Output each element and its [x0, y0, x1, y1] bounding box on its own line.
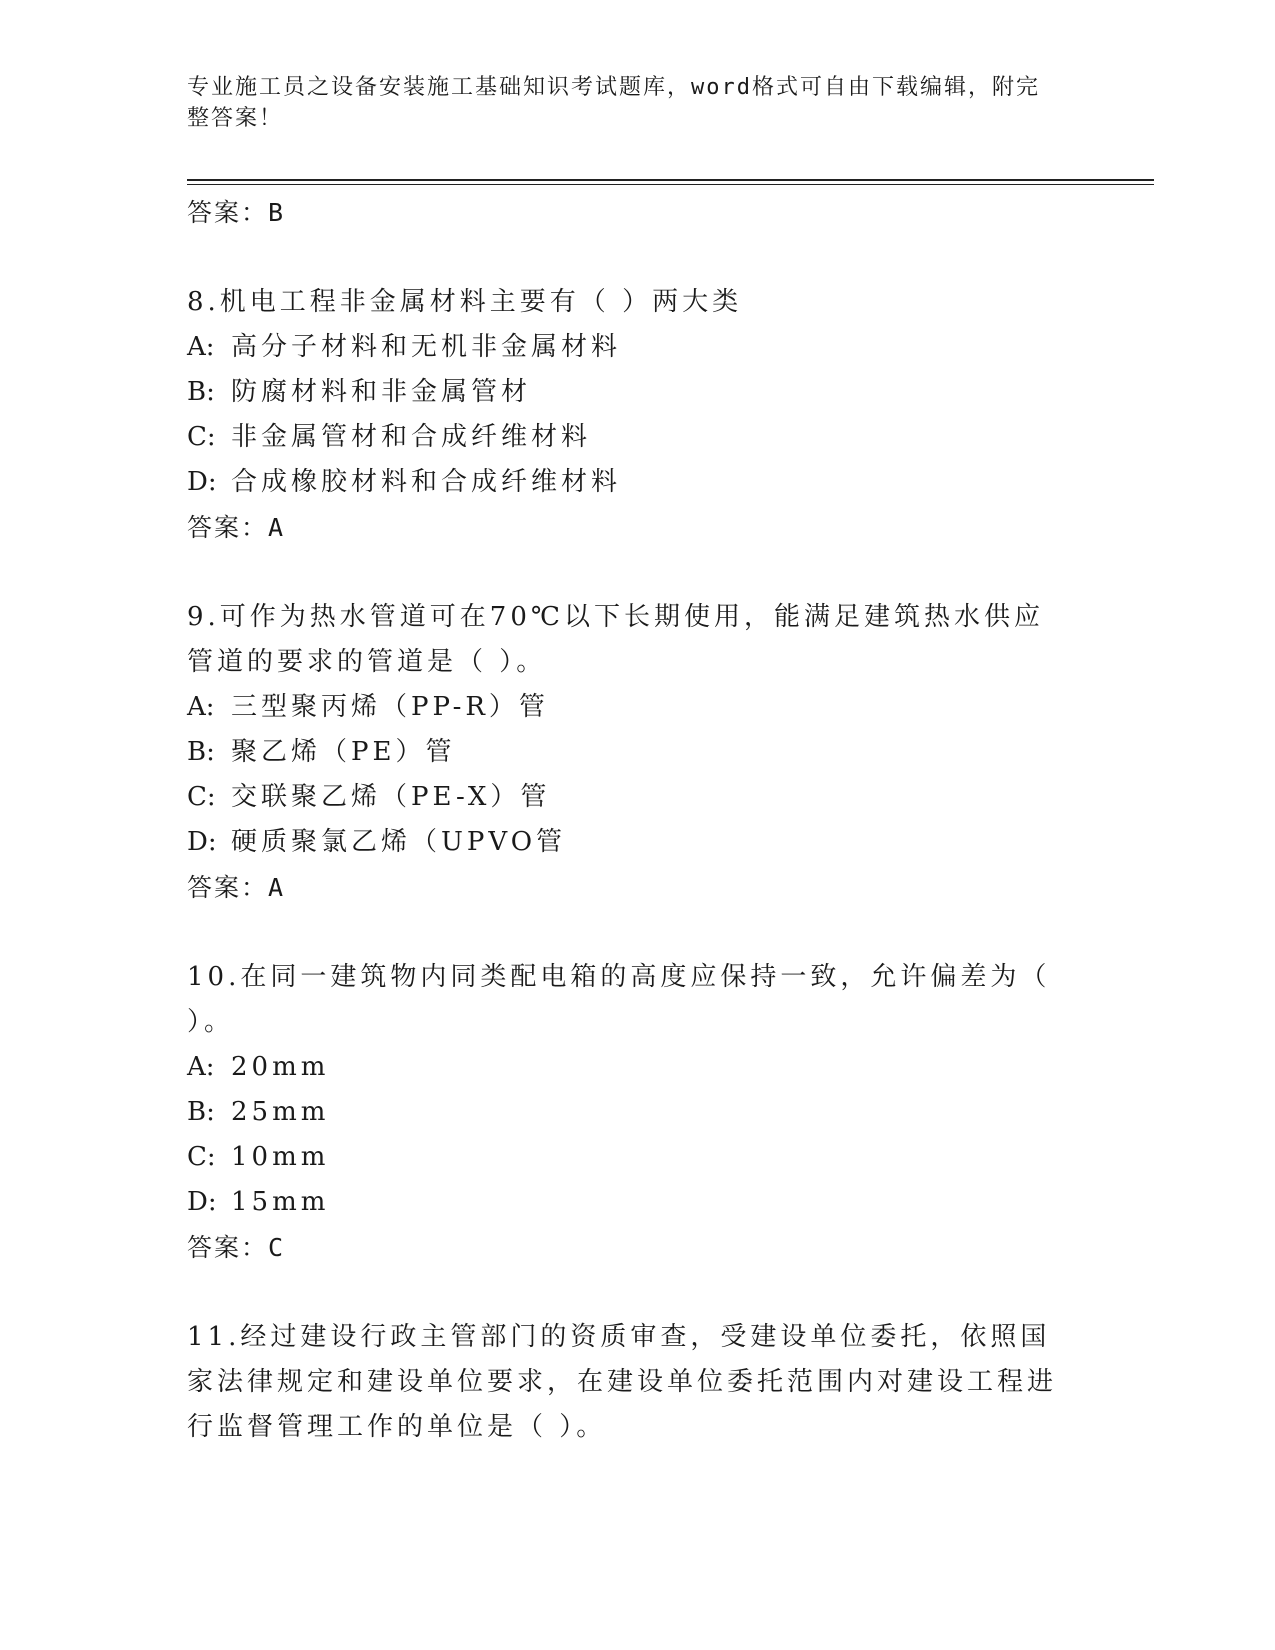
header-line-1: 专业施工员之设备安装施工基础知识考试题库，word格式可自由下载编辑，附完 — [187, 75, 1040, 100]
option-a — [187, 685, 1087, 730]
option-text: 交联聚乙烯（PE-X）管 — [231, 782, 551, 812]
option-text: 三型聚丙烯（PP-R）管 — [231, 692, 549, 722]
option-key: D: — [187, 467, 217, 497]
question-11 — [187, 1315, 1087, 1450]
answer-line: 答案：C — [187, 1233, 286, 1262]
option-key: D: — [187, 827, 217, 857]
header-rule-thick — [187, 179, 1154, 181]
answer-line: 答案：B — [187, 198, 286, 227]
answer-line: 答案：A — [187, 513, 286, 542]
question-8 — [187, 280, 1087, 550]
option-key: B: — [187, 737, 215, 767]
header-rule-thin — [187, 184, 1154, 185]
header-line-2: 整答案！ — [187, 106, 284, 131]
option-text: 10mm — [231, 1142, 330, 1172]
question-text: 10.在同一建筑物内同类配电箱的高度应保持一致，允许偏差为（ ）。 — [187, 962, 1051, 1037]
option-text: 高分子材料和无机非金属材料 — [231, 332, 622, 362]
question-list — [187, 190, 1087, 1450]
option-key: B: — [187, 377, 215, 407]
option-text: 25mm — [231, 1097, 330, 1127]
option-d — [187, 1180, 1087, 1225]
option-c — [187, 775, 1087, 820]
option-text: 合成橡胶材料和合成纤维材料 — [231, 467, 622, 497]
option-key: C: — [187, 1142, 216, 1172]
option-key: C: — [187, 422, 216, 452]
question-text: 11.经过建设行政主管部门的资质审查，受建设单位委托，依照国家法律规定和建设单位要求，在建设单位委托范围内对建设工程进行监督管理工作的单位是（ ）。 — [187, 1322, 1058, 1442]
question-text: 8.机电工程非金属材料主要有（ ）两大类 — [187, 287, 743, 317]
option-b — [187, 730, 1087, 775]
option-text: 15mm — [231, 1187, 330, 1217]
question-10 — [187, 955, 1087, 1270]
option-text: 20mm — [231, 1052, 330, 1082]
option-d — [187, 460, 1087, 505]
option-a — [187, 1045, 1087, 1090]
option-c — [187, 1135, 1087, 1180]
option-text: 非金属管材和合成纤维材料 — [231, 422, 592, 452]
answer-line: 答案：A — [187, 873, 286, 902]
option-key: B: — [187, 1097, 215, 1127]
option-b — [187, 1090, 1087, 1135]
option-b — [187, 370, 1087, 415]
option-key: A: — [187, 692, 215, 722]
option-text: 硬质聚氯乙烯（UPVO管 — [231, 827, 567, 857]
question-text: 9.可作为热水管道可在70℃以下长期使用，能满足建筑热水供应管道的要求的管道是（ ）。 — [187, 602, 1044, 677]
option-key: A: — [187, 332, 215, 362]
option-key: A: — [187, 1052, 215, 1082]
question-9 — [187, 595, 1087, 910]
option-key: D: — [187, 1187, 217, 1217]
option-a — [187, 325, 1087, 370]
option-text: 聚乙烯（PE）管 — [231, 737, 456, 767]
option-key: C: — [187, 782, 216, 812]
document-header — [187, 72, 1067, 134]
option-text: 防腐材料和非金属管材 — [231, 377, 532, 407]
option-d — [187, 820, 1087, 865]
option-c — [187, 415, 1087, 460]
